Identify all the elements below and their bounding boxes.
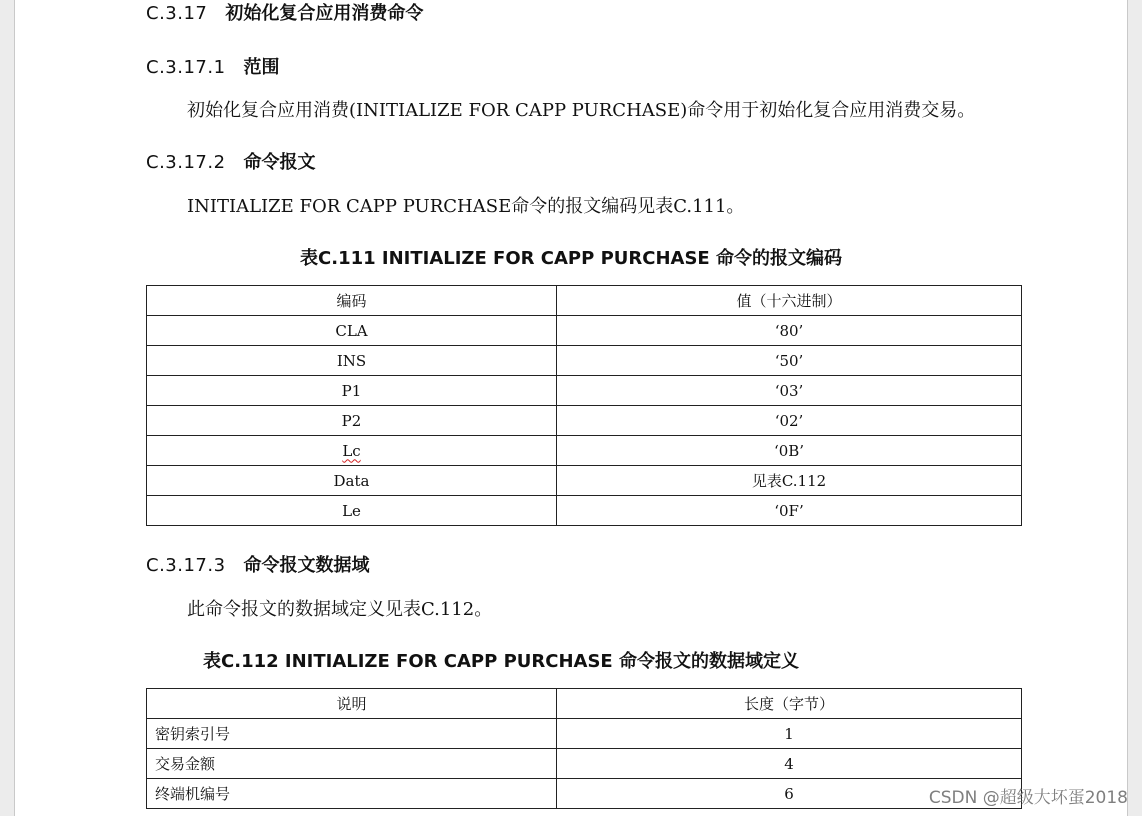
cell-length: 4 [557,749,1022,779]
table-row [147,496,1022,526]
header-value-hex: 值（十六进制） [557,286,1022,316]
cell-value: ‘80’ [557,316,1022,346]
section-heading-c3-17-1 [146,53,280,79]
cell-value: ‘03’ [557,376,1022,406]
section-number: C.3.17.2 [146,152,226,173]
cell-value: ‘0B’ [557,436,1022,466]
cell-code: P1 [147,376,557,406]
section-title: 命令报文 [243,152,316,173]
cell-value: ‘50’ [557,346,1022,376]
table-row [147,346,1022,376]
table-caption-c112: 表C.112 INITIALIZE FOR CAPP PURCHASE 命令报文的数据域定义 [203,651,799,672]
header-length-bytes: 长度（字节） [557,689,1022,719]
section-body-command-message: INITIALIZE FOR CAPP PURCHASE命令的报文编码见表C.111。 [187,196,745,217]
table-caption-c111: 表C.111 INITIALIZE FOR CAPP PURCHASE 命令的报文编码 [300,248,842,269]
header-description: 说明 [147,689,557,719]
section-number: C.3.17.3 [146,555,226,576]
table-row [147,316,1022,346]
table-row [147,749,1022,779]
cell-description: 密钥索引号 [147,719,557,749]
cell-description: 交易金额 [147,749,557,779]
section-number: C.3.17.1 [146,57,226,78]
table-row [147,779,1022,809]
section-heading-c3-17-2 [146,148,316,174]
section-body-scope: 初始化复合应用消费(INITIALIZE FOR CAPP PURCHASE)命令用于初始化复合应用消费交易。 [187,100,976,121]
cell-code: P2 [147,406,557,436]
cell-code: Le [147,496,557,526]
document-page [14,0,1128,816]
cell-description: 终端机编号 [147,779,557,809]
cell-code [147,436,557,466]
cell-value: ‘02’ [557,406,1022,436]
table-row [147,406,1022,436]
spellcheck-underlined-text: Lc [342,441,361,460]
cell-length: 1 [557,719,1022,749]
table-row [147,436,1022,466]
table-header-row [147,286,1022,316]
cell-code: INS [147,346,557,376]
cell-value: 见表C.112 [557,466,1022,496]
cell-code: CLA [147,316,557,346]
csdn-watermark: CSDN @超级大坏蛋2018 [928,788,1128,808]
section-title: 初始化复合应用消费命令 [225,3,424,24]
table-header-row [147,689,1022,719]
cell-value: ‘0F’ [557,496,1022,526]
table-row [147,376,1022,406]
section-heading-c3-17-3 [146,551,370,577]
cell-length: 6 [557,779,1022,809]
table-c111 [146,285,1022,526]
cell-code: Data [147,466,557,496]
table-row [147,466,1022,496]
section-number: C.3.17 [146,3,208,24]
section-title: 命令报文数据域 [243,555,370,576]
table-row [147,719,1022,749]
section-heading-c3-17 [146,0,423,25]
section-title: 范围 [243,57,280,78]
table-c112 [146,688,1022,809]
section-body-data-field: 此命令报文的数据域定义见表C.112。 [187,599,493,620]
header-code: 编码 [147,286,557,316]
